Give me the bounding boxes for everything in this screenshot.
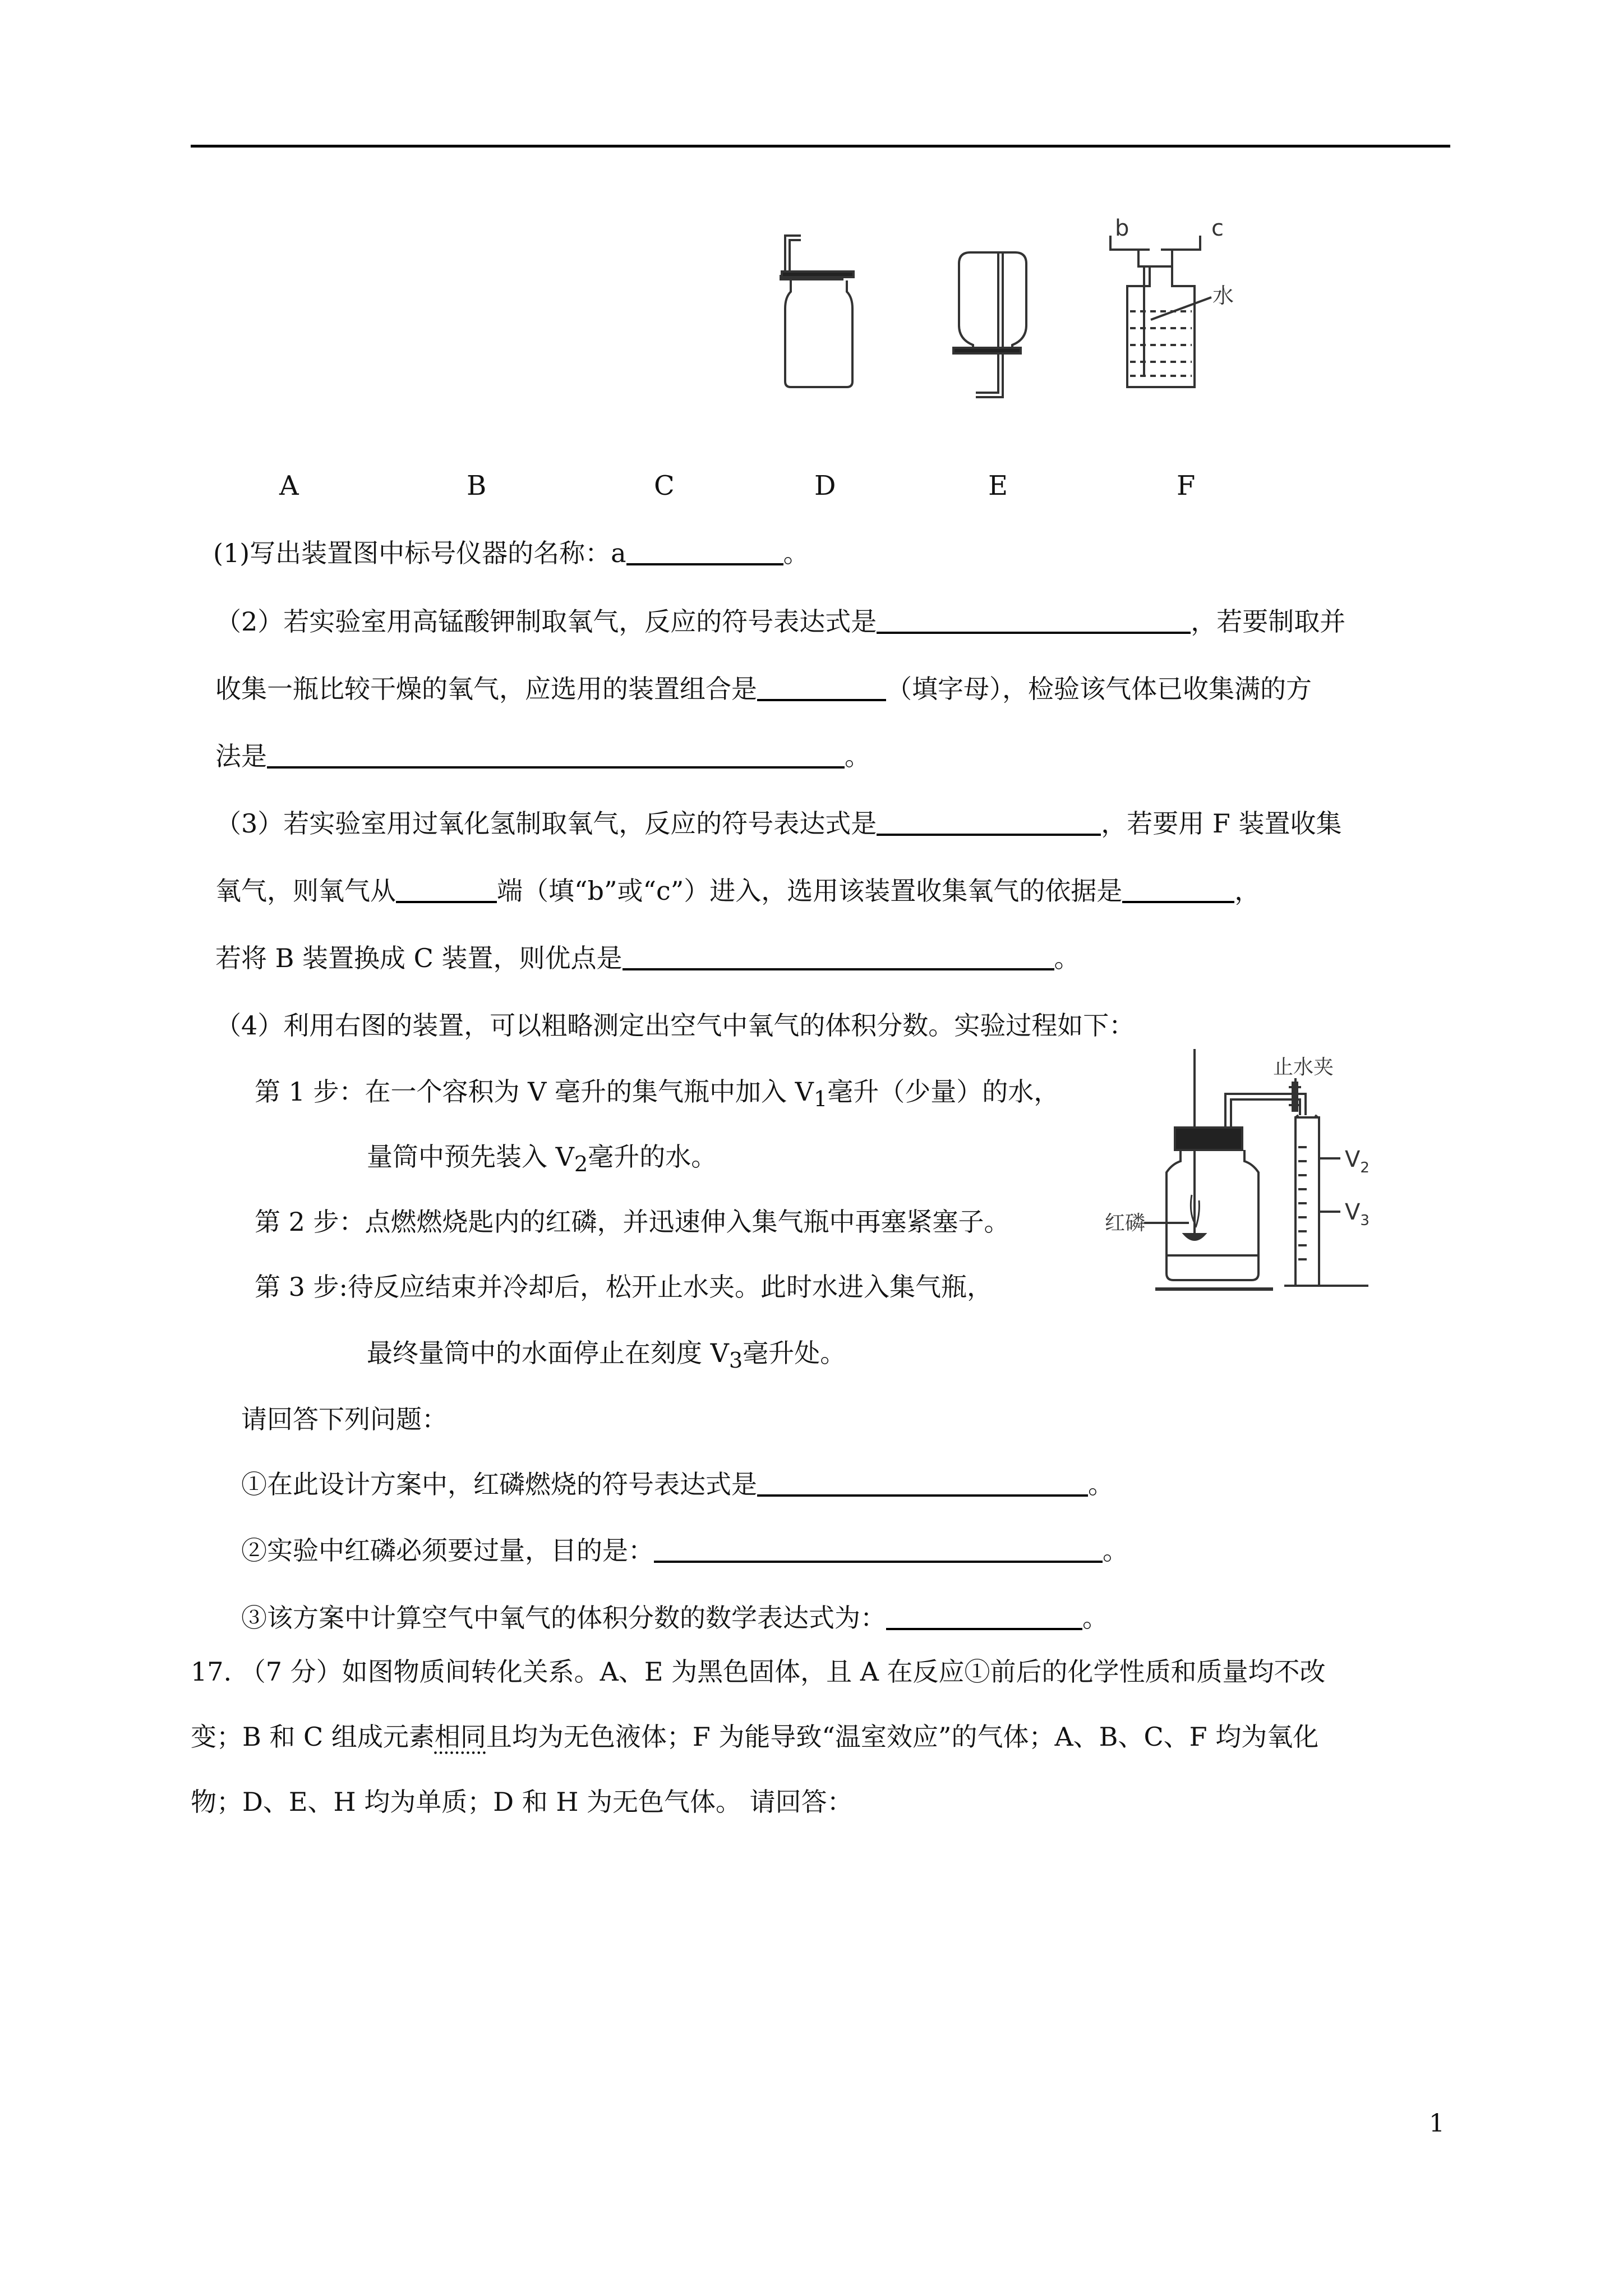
label-f: F: [1177, 470, 1196, 501]
apparatus-f-drawing: [1110, 236, 1211, 387]
question-3-line-2: 氧气，则氧气从 端（填“b”或“c”）进入，选用该装置收集氧气的依据是 ，: [215, 873, 1260, 909]
question-4-sub-1: ①在此设计方案中，红磷燃烧的符号表达式是 。: [241, 1466, 1114, 1502]
apparatus-figure: [751, 213, 1284, 404]
label-d: D: [814, 470, 836, 501]
label-water: 水: [1212, 283, 1234, 308]
answer-blank[interactable]: [396, 874, 497, 903]
answer-blank[interactable]: [877, 807, 1101, 836]
step-3: 第 3 步:待反应结束并冷却后，松开止水夹。此时水进入集气瓶，: [255, 1272, 993, 1302]
label-c: c: [1211, 215, 1224, 241]
question-17-line-3: 物；D、E、H 均为单质；D 和 H 为无色气体。 请回答：: [191, 1787, 853, 1817]
label-b: B: [467, 470, 487, 501]
clamp-label: 止水夹: [1273, 1056, 1334, 1079]
question-17-line-1: 17. （7 分）如图物质间转化关系。A、E 为黑色固体，且 A 在反应①前后的化学性质和质量均不改: [191, 1657, 1326, 1687]
question-2-line-3: 法是 。: [215, 738, 870, 774]
answer-blank[interactable]: [267, 739, 845, 769]
answer-blank[interactable]: [626, 536, 783, 565]
question-4-prompt: 请回答下列问题：: [241, 1404, 448, 1434]
label-b: b: [1115, 215, 1129, 241]
answer-blank[interactable]: [877, 605, 1191, 634]
oxygen-experiment-figure: [1105, 1049, 1453, 1301]
label-a: A: [279, 470, 299, 501]
v3-label: $V_3$: [1345, 1199, 1370, 1229]
page-number: 1: [1429, 2109, 1445, 2138]
step-3-line-2: 最终量筒中的水面停止在刻度 $V_3$毫升处。: [367, 1338, 846, 1374]
answer-blank[interactable]: [1122, 874, 1234, 903]
answer-blank[interactable]: [757, 672, 886, 701]
question-4-sub-3: ③该方案中计算空气中氧气的体积分数的数学表达式为： 。: [241, 1600, 1108, 1636]
answer-blank[interactable]: [886, 1601, 1082, 1630]
question-3-line-3: 若将 B 装置换成 C 装置，则优点是 。: [215, 940, 1080, 976]
question-4-sub-2: ②实验中红磷必须要过量，目的是： 。: [241, 1533, 1128, 1568]
step-1-line-2: 量筒中预先装入 $V_2$毫升的水。: [367, 1142, 717, 1177]
question-17-line-2: 变；B 和 C 组成元素相同且均为无色液体；F 为能导致“温室效应”的气体；A、B、C、F 均为氧化: [191, 1722, 1319, 1752]
apparatus-e-drawing: [953, 252, 1026, 397]
label-c: C: [654, 470, 675, 501]
answer-blank[interactable]: [654, 1534, 1103, 1563]
v2-label: $V_2$: [1345, 1147, 1370, 1176]
step-1: 第 1 步：在一个容积为 V 毫升的集气瓶中加入 $V_1$毫升（少量）的水，: [255, 1076, 1060, 1112]
question-1: (1)写出装置图中标号仪器的名称：a 。: [213, 535, 809, 571]
question-2-line-2: 收集一瓶比较干燥的氧气，应选用的装置组合是 （填字母），检验该气体已收集满的方: [215, 671, 1312, 707]
answer-blank[interactable]: [757, 1467, 1088, 1497]
answer-blank[interactable]: [623, 941, 1054, 970]
question-4-intro: （4）利用右图的装置，可以粗略测定出空气中氧气的体积分数。实验过程如下：: [215, 1010, 1135, 1041]
step-2: 第 2 步：点燃燃烧匙内的红磷，并迅速伸入集气瓶中再塞紧塞子。: [255, 1207, 1010, 1237]
question-2-line-1: （2）若实验室用高锰酸钾制取氧气，反应的符号表达式是 ，若要制取并: [215, 604, 1345, 639]
label-e: E: [988, 470, 1008, 501]
question-3-line-1: （3）若实验室用过氧化氢制取氧气，反应的符号表达式是 ，若要用 F 装置收集: [215, 806, 1341, 841]
header-rule: [191, 145, 1450, 148]
phosphorus-label: 红磷: [1105, 1212, 1146, 1235]
apparatus-d-drawing: [781, 236, 854, 387]
